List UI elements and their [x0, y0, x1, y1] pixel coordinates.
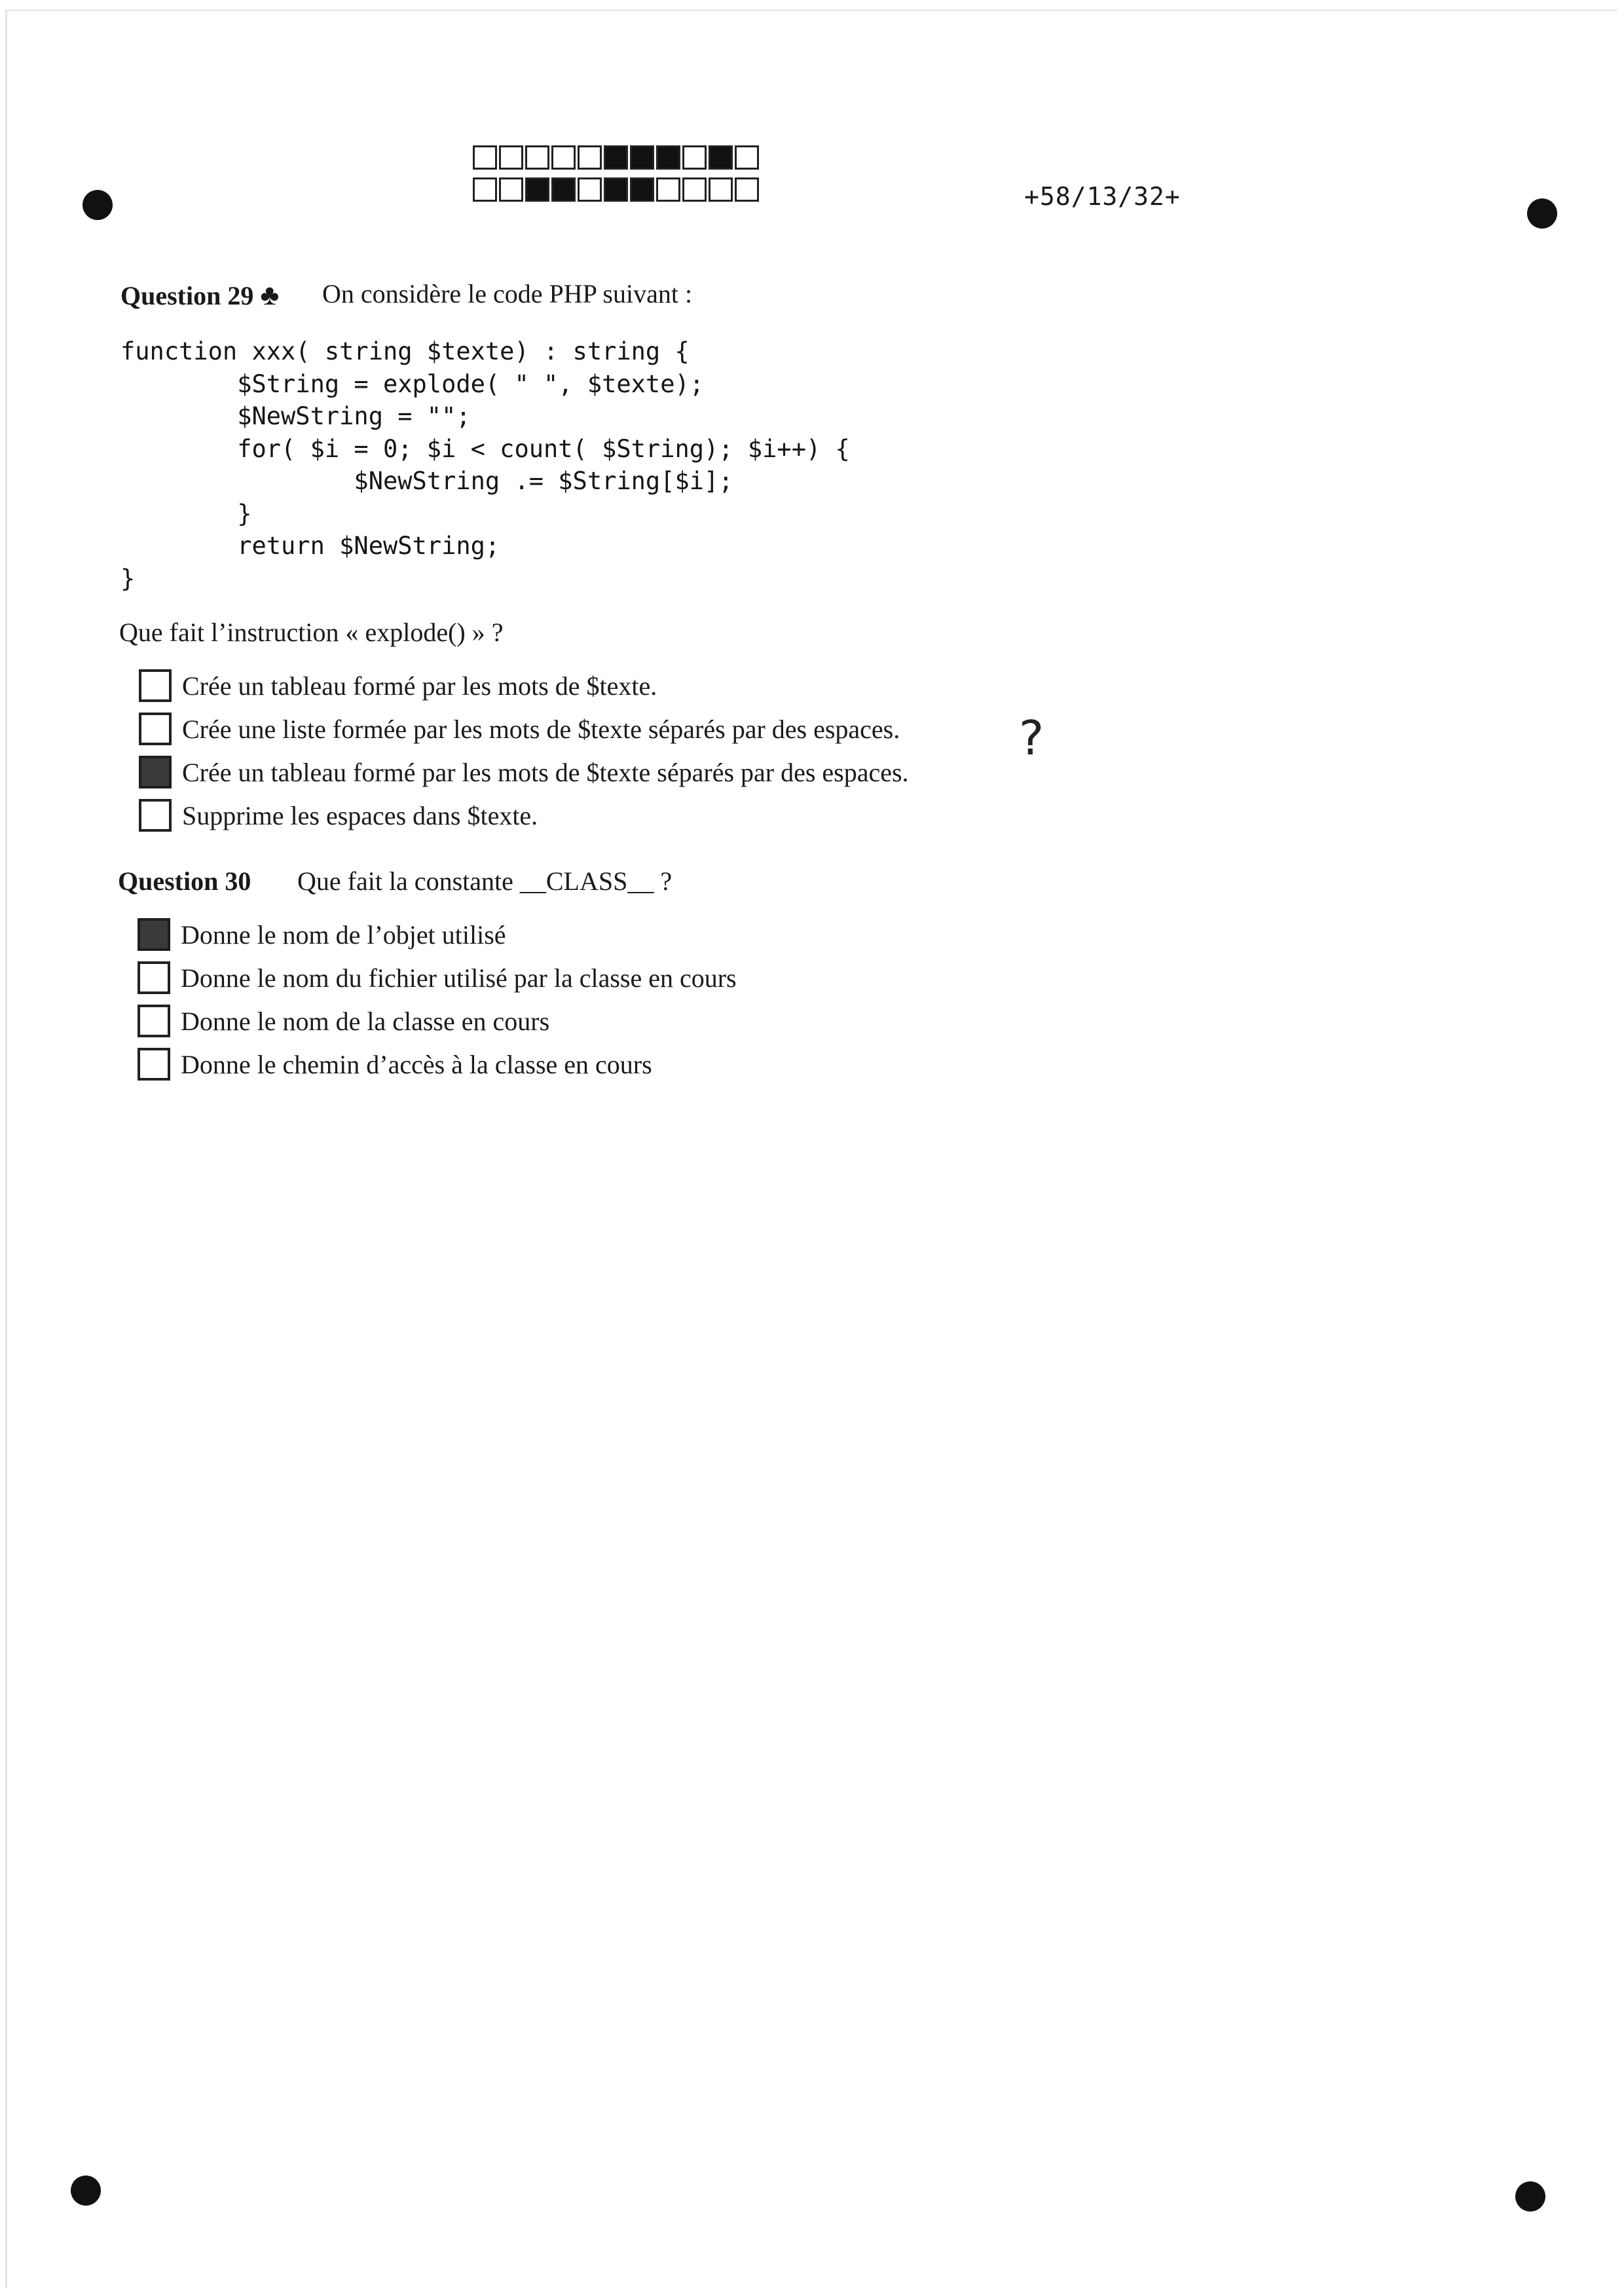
- question-30-text: Que fait la constante __CLASS__ ?: [297, 866, 673, 896]
- question-29-title: Question 29: [120, 281, 254, 310]
- barcode-cell-empty: [682, 177, 707, 202]
- corner-marker-bottom-right: [1515, 2181, 1545, 2212]
- q30-answer-3-label: Donne le nom de la classe en cours: [181, 1006, 550, 1036]
- barcode-cell-empty: [578, 145, 602, 170]
- question-29-text: On considère le code PHP suivant :: [322, 279, 693, 308]
- question-29-header: [120, 278, 693, 312]
- corner-marker-top-right: [1527, 198, 1557, 229]
- barcode-cell-filled: [525, 177, 549, 202]
- q29-answer-3-checkbox[interactable]: [139, 756, 172, 788]
- q30-answer-3-checkbox[interactable]: [138, 1005, 170, 1037]
- q30-answer-1[interactable]: [138, 918, 506, 951]
- q29-answer-3-label: Crée un tableau formé par les mots de $texte séparés par des espaces.: [182, 757, 909, 787]
- q30-answer-4[interactable]: [138, 1048, 652, 1081]
- q29-answer-4-label: Supprime les espaces dans $texte.: [182, 800, 538, 830]
- corner-marker-bottom-left: [71, 2176, 101, 2206]
- q30-answer-1-label: Donne le nom de l’objet utilisé: [181, 919, 506, 950]
- barcode-cell-empty: [735, 145, 759, 170]
- barcode-row: [473, 177, 761, 202]
- question-30-title: Question 30: [118, 866, 251, 896]
- barcode-cell-filled: [656, 145, 680, 170]
- q30-answer-2-label: Donne le nom du fichier utilisé par la classe en cours: [181, 963, 737, 993]
- q30-answer-3[interactable]: [138, 1005, 549, 1037]
- sheet-code: +58/13/32+: [1024, 182, 1181, 211]
- barcode-cell-empty: [735, 177, 759, 202]
- q29-answer-4[interactable]: [139, 799, 538, 832]
- barcode-cell-empty: [499, 177, 523, 202]
- barcode-cell-filled: [551, 177, 576, 202]
- q29-answer-2-checkbox[interactable]: [139, 713, 172, 745]
- q29-answer-1[interactable]: [139, 669, 657, 702]
- barcode-cell-filled: [604, 177, 628, 202]
- barcode-cell-empty: [473, 177, 497, 202]
- sheet-barcode: [473, 145, 761, 202]
- q30-answer-2[interactable]: [138, 961, 737, 994]
- barcode-cell-filled: [604, 145, 628, 170]
- barcode-cell-empty: [682, 145, 707, 170]
- barcode-cell-empty: [656, 177, 680, 202]
- barcode-cell-empty: [551, 145, 576, 170]
- question-29-prompt: Que fait l’instruction « explode() » ?: [119, 618, 504, 647]
- q29-answer-2-label: Crée une liste formée par les mots de $texte séparés par des espaces.: [182, 714, 900, 744]
- barcode-cell-empty: [578, 177, 602, 202]
- barcode-cell-empty: [499, 145, 523, 170]
- q29-answer-1-checkbox[interactable]: [139, 669, 172, 702]
- q30-answer-4-label: Donne le chemin d’accès à la classe en cours: [181, 1049, 652, 1079]
- barcode-cell-filled: [630, 177, 654, 202]
- q30-answer-1-checkbox[interactable]: [138, 918, 170, 951]
- php-code-block: function xxx( string $texte) : string { $String = explode( " ", $texte); $NewString = ""; for( $i = 0; $i < count( $String); $i++) { $NewString .= $String[$i]; } return $NewString; }: [120, 337, 850, 593]
- barcode-cell-filled: [630, 145, 654, 170]
- corner-marker-top-left: [83, 190, 113, 220]
- barcode-cell-empty: [473, 145, 497, 170]
- q30-answer-4-checkbox[interactable]: [138, 1048, 170, 1081]
- q29-answer-1-label: Crée un tableau formé par les mots de $texte.: [182, 671, 657, 701]
- q29-answer-2[interactable]: [139, 713, 900, 745]
- handwritten-question-mark: ?: [1019, 711, 1044, 766]
- q30-answer-2-checkbox[interactable]: [138, 961, 170, 994]
- barcode-cell-filled: [709, 145, 733, 170]
- q29-answer-4-checkbox[interactable]: [139, 799, 172, 832]
- barcode-cell-empty: [709, 177, 733, 202]
- question-30-header: [118, 866, 673, 897]
- q29-answer-3[interactable]: [139, 756, 909, 788]
- barcode-row: [473, 145, 761, 170]
- multiple-answer-club-icon: ♣: [260, 279, 280, 311]
- barcode-cell-empty: [525, 145, 549, 170]
